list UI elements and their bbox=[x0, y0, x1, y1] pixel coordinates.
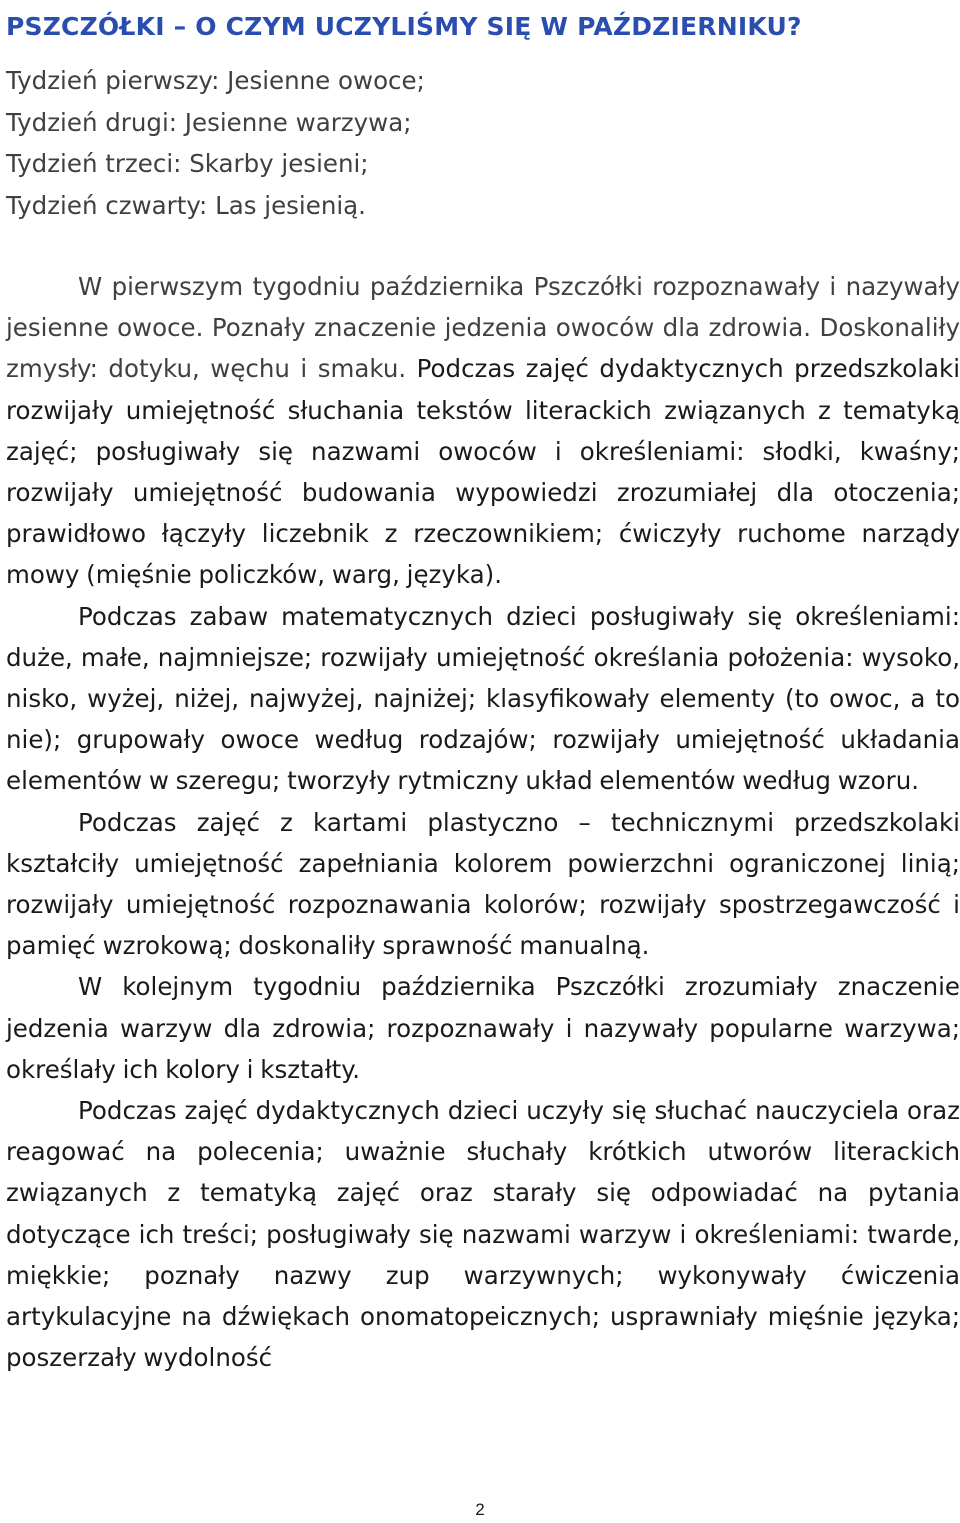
paragraph-continuation-text: Podczas zajęć dydaktycznych przedszkolaki rozwijały umiejętność słuchania tekstów literackich związanych z tematyką zajęć; posługiwały się nazwami owoców i określeniami: słodki, kwaśny; rozwijały umiejętność budowania wypowiedzi zrozumiałej dla otoczenia; prawidłowo łączyły liczebnik z rzeczownikiem; ćwiczyły ruchome narządy mowy (mięśnie policzków, warg, języka). bbox=[6, 354, 960, 590]
paragraph-math: Podczas zabaw matematycznych dzieci posługiwały się określeniami: duże, małe, najmniejsze; rozwijały umiejętność określania położenia: wysoko, nisko, wyżej, niżej, najwyżej, najniżej; klasyfikowały elementy (to owoc, a to nie); grupowały owoce według rodzajów; rozwijały umiejętność układania elementów w szeregu; tworzyły rytmiczny układ elementów według wzoru. bbox=[6, 601, 960, 796]
document-page bbox=[6, 0, 960, 1378]
paragraph-week-one bbox=[6, 266, 960, 596]
week-item: Tydzień drugi: Jesienne warzywa; bbox=[6, 107, 412, 137]
body-text bbox=[6, 266, 960, 1378]
week-item: Tydzień trzeci: Skarby jesieni; bbox=[6, 149, 369, 178]
paragraph-intro-text: W pierwszym tygodniu października Pszczółki rozpoznawały i nazywały jesienne owoce. Poznały znaczenie jedzenia owoców dla zdrowia. Doskonaliły zmysły: dotyku, węchu i smaku. bbox=[6, 272, 960, 384]
paragraph-week-two: W kolejnym tygodniu października Pszczółki zrozumiały znaczenie jedzenia warzyw dla zdrowia; rozpoznawały i nazywały popularne warzywa; określały ich kolory i kształty. bbox=[6, 972, 960, 1084]
weeks-list bbox=[6, 60, 960, 226]
week-item: Tydzień czwarty: Las jesienią. bbox=[6, 190, 366, 220]
paragraph-art: Podczas zajęć z kartami plastyczno – technicznymi przedszkolaki kształciły umiejętność zapełniania kolorem powierzchni ograniczonej linią; rozwijały umiejętność rozpoznawania kolorów; rozwijały spostrzegawczość i pamięć wzrokową; doskonaliły sprawność manualną. bbox=[6, 807, 960, 961]
page-number: 2 bbox=[475, 1500, 485, 1519]
paragraph-didactic: Podczas zajęć dydaktycznych dzieci uczyły się słuchać nauczyciela oraz reagować na polecenia; uważnie słuchały krótkich utworów literackich związanych z tematyką zajęć oraz starały się odpowiadać na pytania dotyczące ich treści; posługiwały się nazwami warzyw i określeniami: twarde, miękkie; poznały nazwy zup warzywnych; wykonywały ćwiczenia artykulacyjne na dźwiękach onomatopeicznych; usprawniały mięśnie języka; poszerzały wydolność bbox=[6, 1096, 960, 1373]
page-title: PSZCZÓŁKI – O CZYM UCZYLIŚMY SIĘ W PAŹDZIERNIKU? bbox=[6, 12, 802, 41]
week-item: Tydzień pierwszy: Jesienne owoce; bbox=[6, 66, 425, 95]
